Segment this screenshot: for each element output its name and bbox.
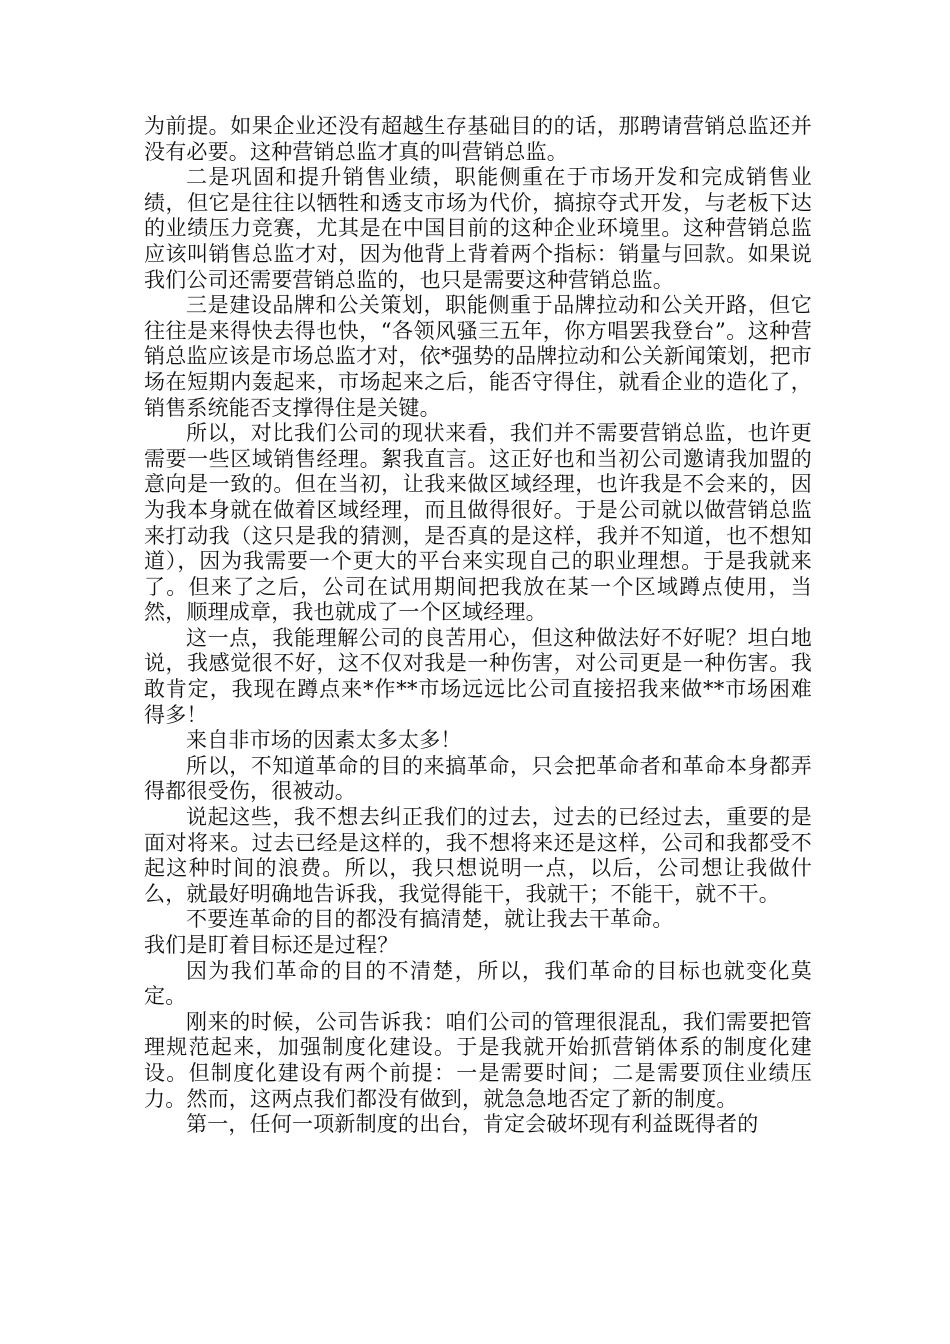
paragraph-revolution-purpose: 所以，不知道革命的目的来搞革命，只会把革命者和革命本身都弄得都很受伤，很被动。: [144, 753, 812, 804]
paragraph-changing-goals: 因为我们革命的目的不清楚，所以，我们革命的目标也就变化莫定。: [144, 958, 812, 1009]
paragraph-institutionalization: 刚来的时候，公司告诉我：咱们公司的管理很混乱，我们需要把管理规范起来，加强制度化建设。于是我就开始抓营销体系的制度化建设。但制度化建设有两个前提：一是需要时间；二是需要顶住业绩压力。然而，这两点我们都没有做到，就急急地否定了新的制度。: [144, 1009, 812, 1111]
paragraph-future: 说起这些，我不想去纠正我们的过去，过去的已经过去，重要的是面对将来。过去已经是这样的，我不想将来还是这样，公司和我都受不起这种时间的浪费。所以，我只想说明一点，以后，公司想让我做什么，就最好明确地告诉我，我觉得能干，我就干；不能干，就不干。: [144, 805, 812, 906]
paragraph-continuation: 为前提。如果企业还没有超越生存基础目的的话，那聘请营销总监还并没有必要。这种营销总监才真的叫营销总监。: [144, 114, 812, 164]
paragraph-dont-revolt: 不要连革命的目的都没有搞清楚，就让我去干革命。: [186, 907, 674, 932]
paragraph-non-market-factors: 来自非市场的因素太多太多！: [186, 728, 462, 753]
paragraph-first-point: 第一，任何一项新制度的出台，肯定会破坏现有利益既得者的: [186, 1112, 759, 1137]
paragraph-market-director: 三是建设品牌和公关策划，职能侧重于品牌拉动和公关开路，但它往往是来得快去得也快，“各领风骚三五年，你方唱罢我登台”。这种营销总监应该是市场总监才对，依*强势的品牌拉动和公关新闻策划，把市场在短期内轰起来，市场起来之后，能否守得住，就看企业的造化了，销售系统能否支撑得住是关键。: [144, 293, 812, 420]
document-page: [144, 114, 812, 1138]
paragraph-sales-director: 二是巩固和提升销售业绩，职能侧重在于市场开发和完成销售业绩，但它是往往以牺牲和透支市场为代价，搞掠夺式开发，与老板下达的业绩压力竞赛，尤其是在中国目前的这种企业环境里。这种营销总监应该叫销售总监才对，因为他背上背着两个指标：销量与回款。如果说我们公司还需要营销总监的，也只是需要这种营销总监。: [144, 165, 812, 292]
paragraph-regional-manager: 所以，对比我们公司的现状来看，我们并不需要营销总监，也许更需要一些区域销售经理。絮我直言。这正好也和当初公司邀请我加盟的意向是一致的。但在当初，让我来做区域经理，也许我是不会来的，因为我本身就在做着区域经理，而且做得很好。于是公司就以做营销总监来打动我（这只是我的猜测，是否真的是这样，我并不知道，也不想知道），因为我需要一个更大的平台来实现自己的职业理想。于是我就来了。但来了之后，公司在试用期间把我放在某一个区域蹲点使用，当然，顺理成章，我也就成了一个区域经理。: [144, 421, 812, 625]
section-heading-target-or-process: 我们是盯着目标还是过程？: [144, 933, 399, 957]
paragraph-understanding: 这一点，我能理解公司的良苦用心，但这种做法好不好呢？坦白地说，我感觉很不好，这不仅对我是一种伤害，对公司更是一种伤害。我敢肯定，我现在蹲点来*作**市场远远比公司直接招我来做**市场困难得多！: [144, 625, 812, 727]
